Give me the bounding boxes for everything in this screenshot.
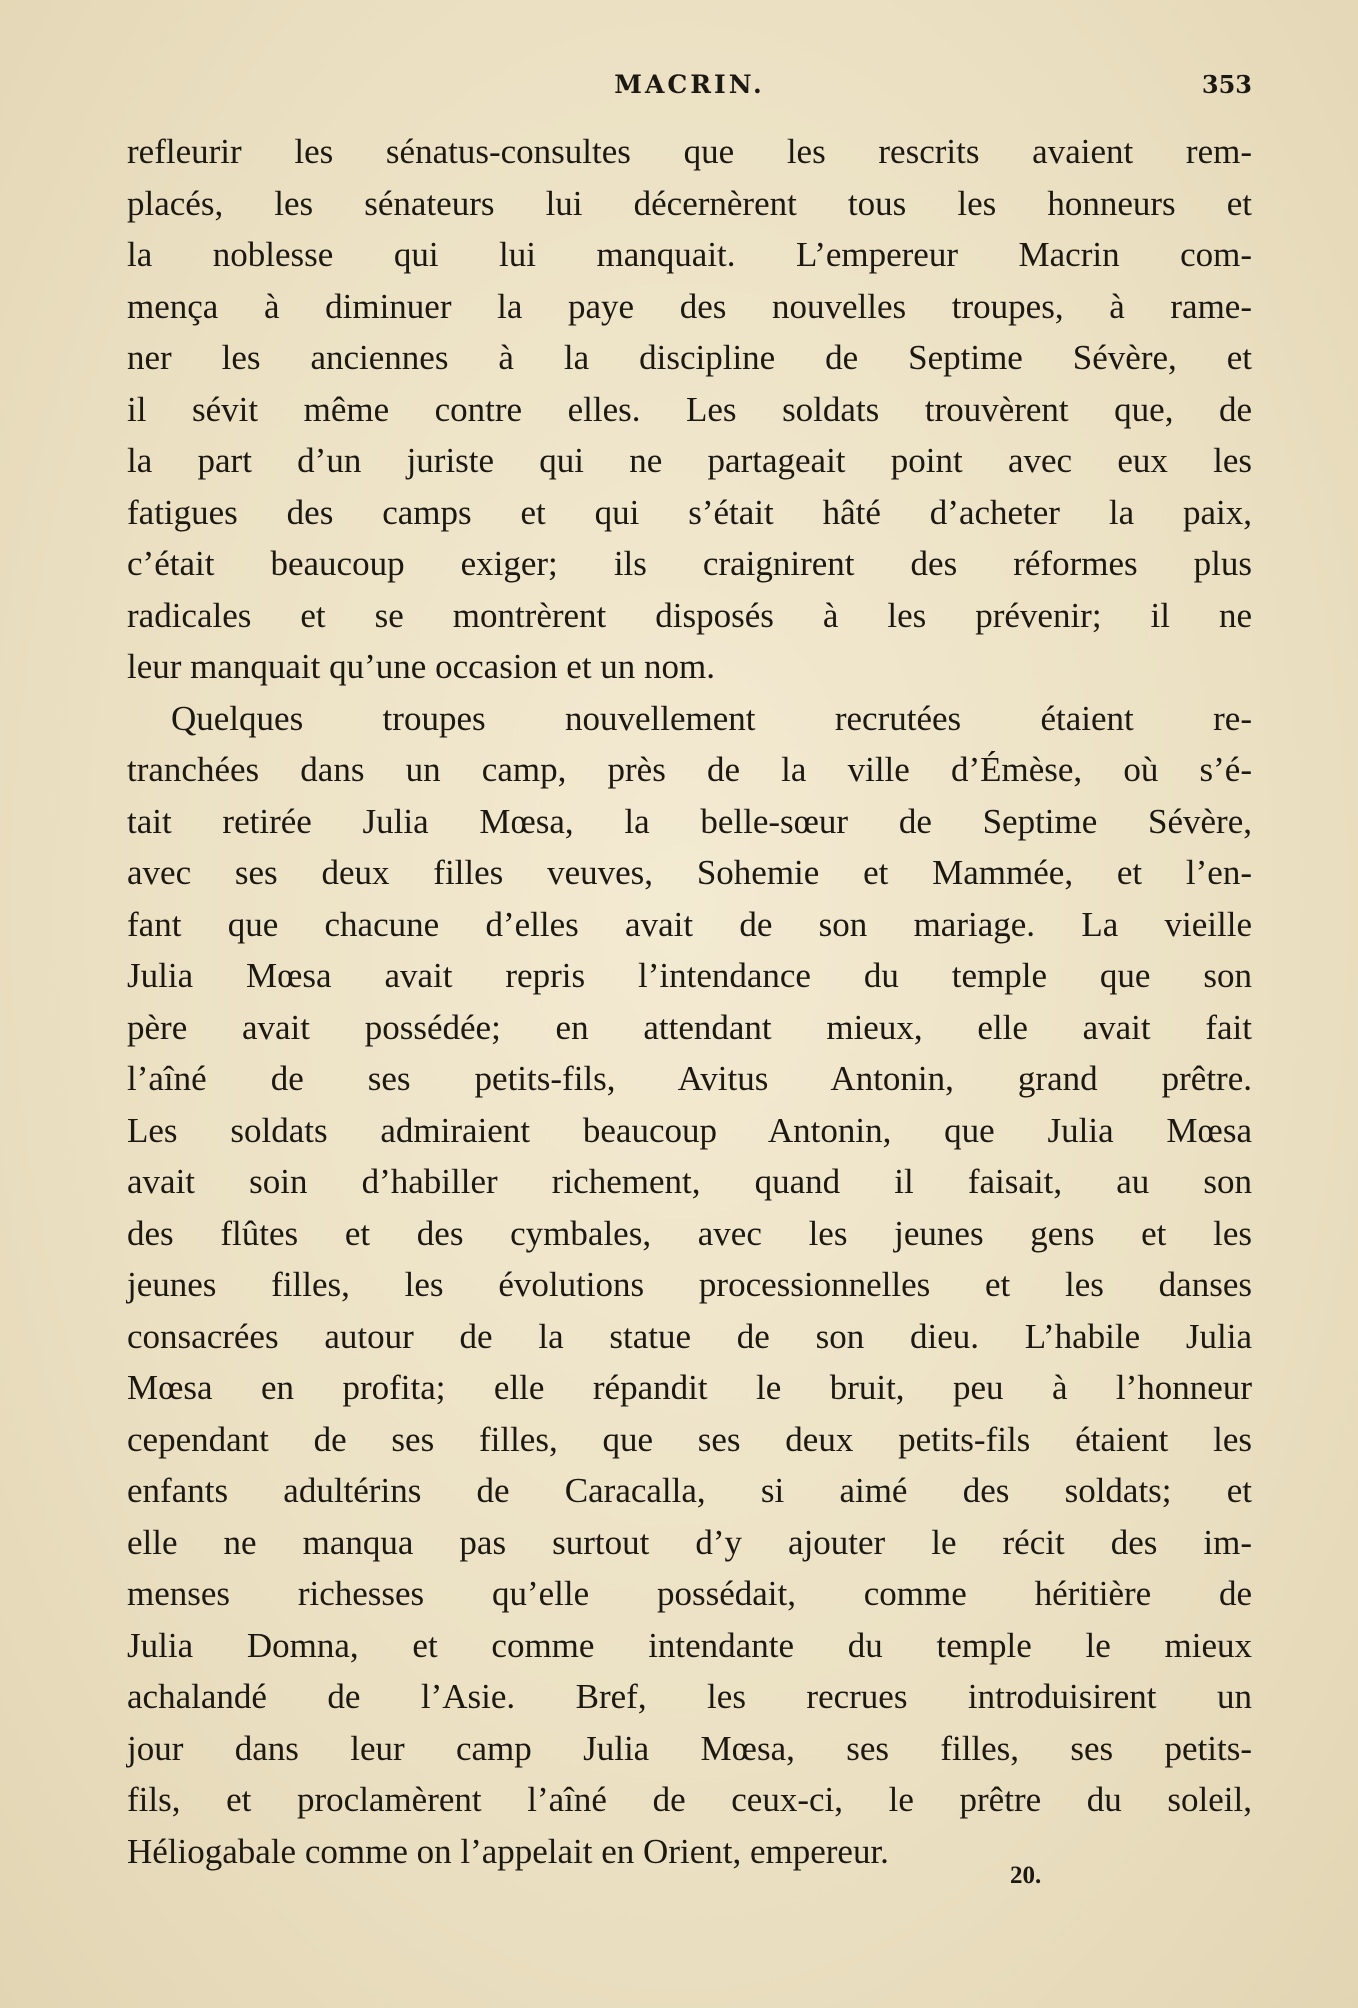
text-line: des flûtes et des cymbales, avec les jeunes gens et les [127, 1213, 1252, 1253]
text-line: jeunes filles, les évolutions processionnelles et les danses [127, 1265, 1252, 1304]
text-line: ner les anciennes à la discipline de Septime Sévère, et [127, 338, 1252, 377]
text-line: l’aîné de ses petits-fils, Avitus Antonin, grand prêtre. [127, 1059, 1252, 1098]
text-line: la noblesse qui lui manquait. L’empereur Macrin com- [127, 235, 1252, 274]
text-line: enfants adultérins de Caracalla, si aimé des soldats; et [127, 1471, 1252, 1510]
text-line: jour dans leur camp Julia Mœsa, ses filles, ses petits- [127, 1728, 1252, 1768]
text-line: radicales et se montrèrent disposés à les prévenir; il ne [127, 595, 1252, 635]
text-line: Héliogabale comme on l’appelait en Orient, empereur. [127, 1831, 889, 1871]
text-line: achalandé de l’Asie. Bref, les recrues introduisirent un [127, 1677, 1252, 1716]
text-line: Julia Mœsa avait repris l’intendance du temple que son [127, 956, 1252, 995]
text-line: la part d’un juriste qui ne partageait point avec eux les [127, 441, 1252, 480]
text-line: mença à diminuer la paye des nouvelles troupes, à rame- [127, 286, 1252, 326]
text-line: tranchées dans un camp, près de la ville d’Émèse, où s’é- [127, 750, 1252, 789]
paragraph-2 [127, 693, 1252, 1878]
text-line: Quelques troupes nouvellement recrutées étaient re- [171, 698, 1252, 738]
text-line: refleurir les sénatus-consultes que les rescrits avaient rem- [127, 132, 1252, 171]
running-title: MACRIN. [614, 70, 765, 99]
body-text [127, 126, 1252, 1877]
text-line: Mœsa en profita; elle répandit le bruit, peu à l’honneur [127, 1368, 1252, 1407]
page-number: 353 [1201, 70, 1252, 99]
text-line: Julia Domna, et comme intendante du temple le mieux [127, 1625, 1252, 1665]
paragraph-1 [127, 126, 1252, 693]
text-line: tait retirée Julia Mœsa, la belle-sœur de Septime Sévère, [127, 801, 1252, 841]
text-line: fatigues des camps et qui s’était hâté d’acheter la paix, [127, 492, 1252, 532]
text-line: fant que chacune d’elles avait de son mariage. La vieille [127, 904, 1252, 944]
signature-mark: 20. [1010, 1862, 1042, 1889]
text-line: consacrées autour de la statue de son dieu. L’habile Julia [127, 1316, 1252, 1356]
text-line: c’était beaucoup exiger; ils craignirent des réformes plus [127, 544, 1252, 583]
running-head [127, 70, 1252, 110]
text-line: cependant de ses filles, que ses deux petits-fils étaient les [127, 1419, 1252, 1459]
text-line: père avait possédée; en attendant mieux, elle avait fait [127, 1007, 1252, 1047]
text-line: il sévit même contre elles. Les soldats trouvèrent que, de [127, 389, 1252, 429]
text-line: leur manquait qu’une occasion et un nom. [127, 647, 716, 686]
text-line: menses richesses qu’elle possédait, comme héritière de [127, 1574, 1252, 1613]
text-line: fils, et proclamèrent l’aîné de ceux-ci, le prêtre du soleil, [127, 1780, 1252, 1819]
text-line: elle ne manqua pas surtout d’y ajouter le récit des im- [127, 1522, 1252, 1562]
text-line: placés, les sénateurs lui décernèrent tous les honneurs et [127, 183, 1252, 223]
text-line: Les soldats admiraient beaucoup Antonin, que Julia Mœsa [127, 1110, 1252, 1150]
text-line: avec ses deux filles veuves, Sohemie et Mammée, et l’en- [127, 853, 1252, 892]
text-line: avait soin d’habiller richement, quand il faisait, au son [127, 1162, 1252, 1201]
